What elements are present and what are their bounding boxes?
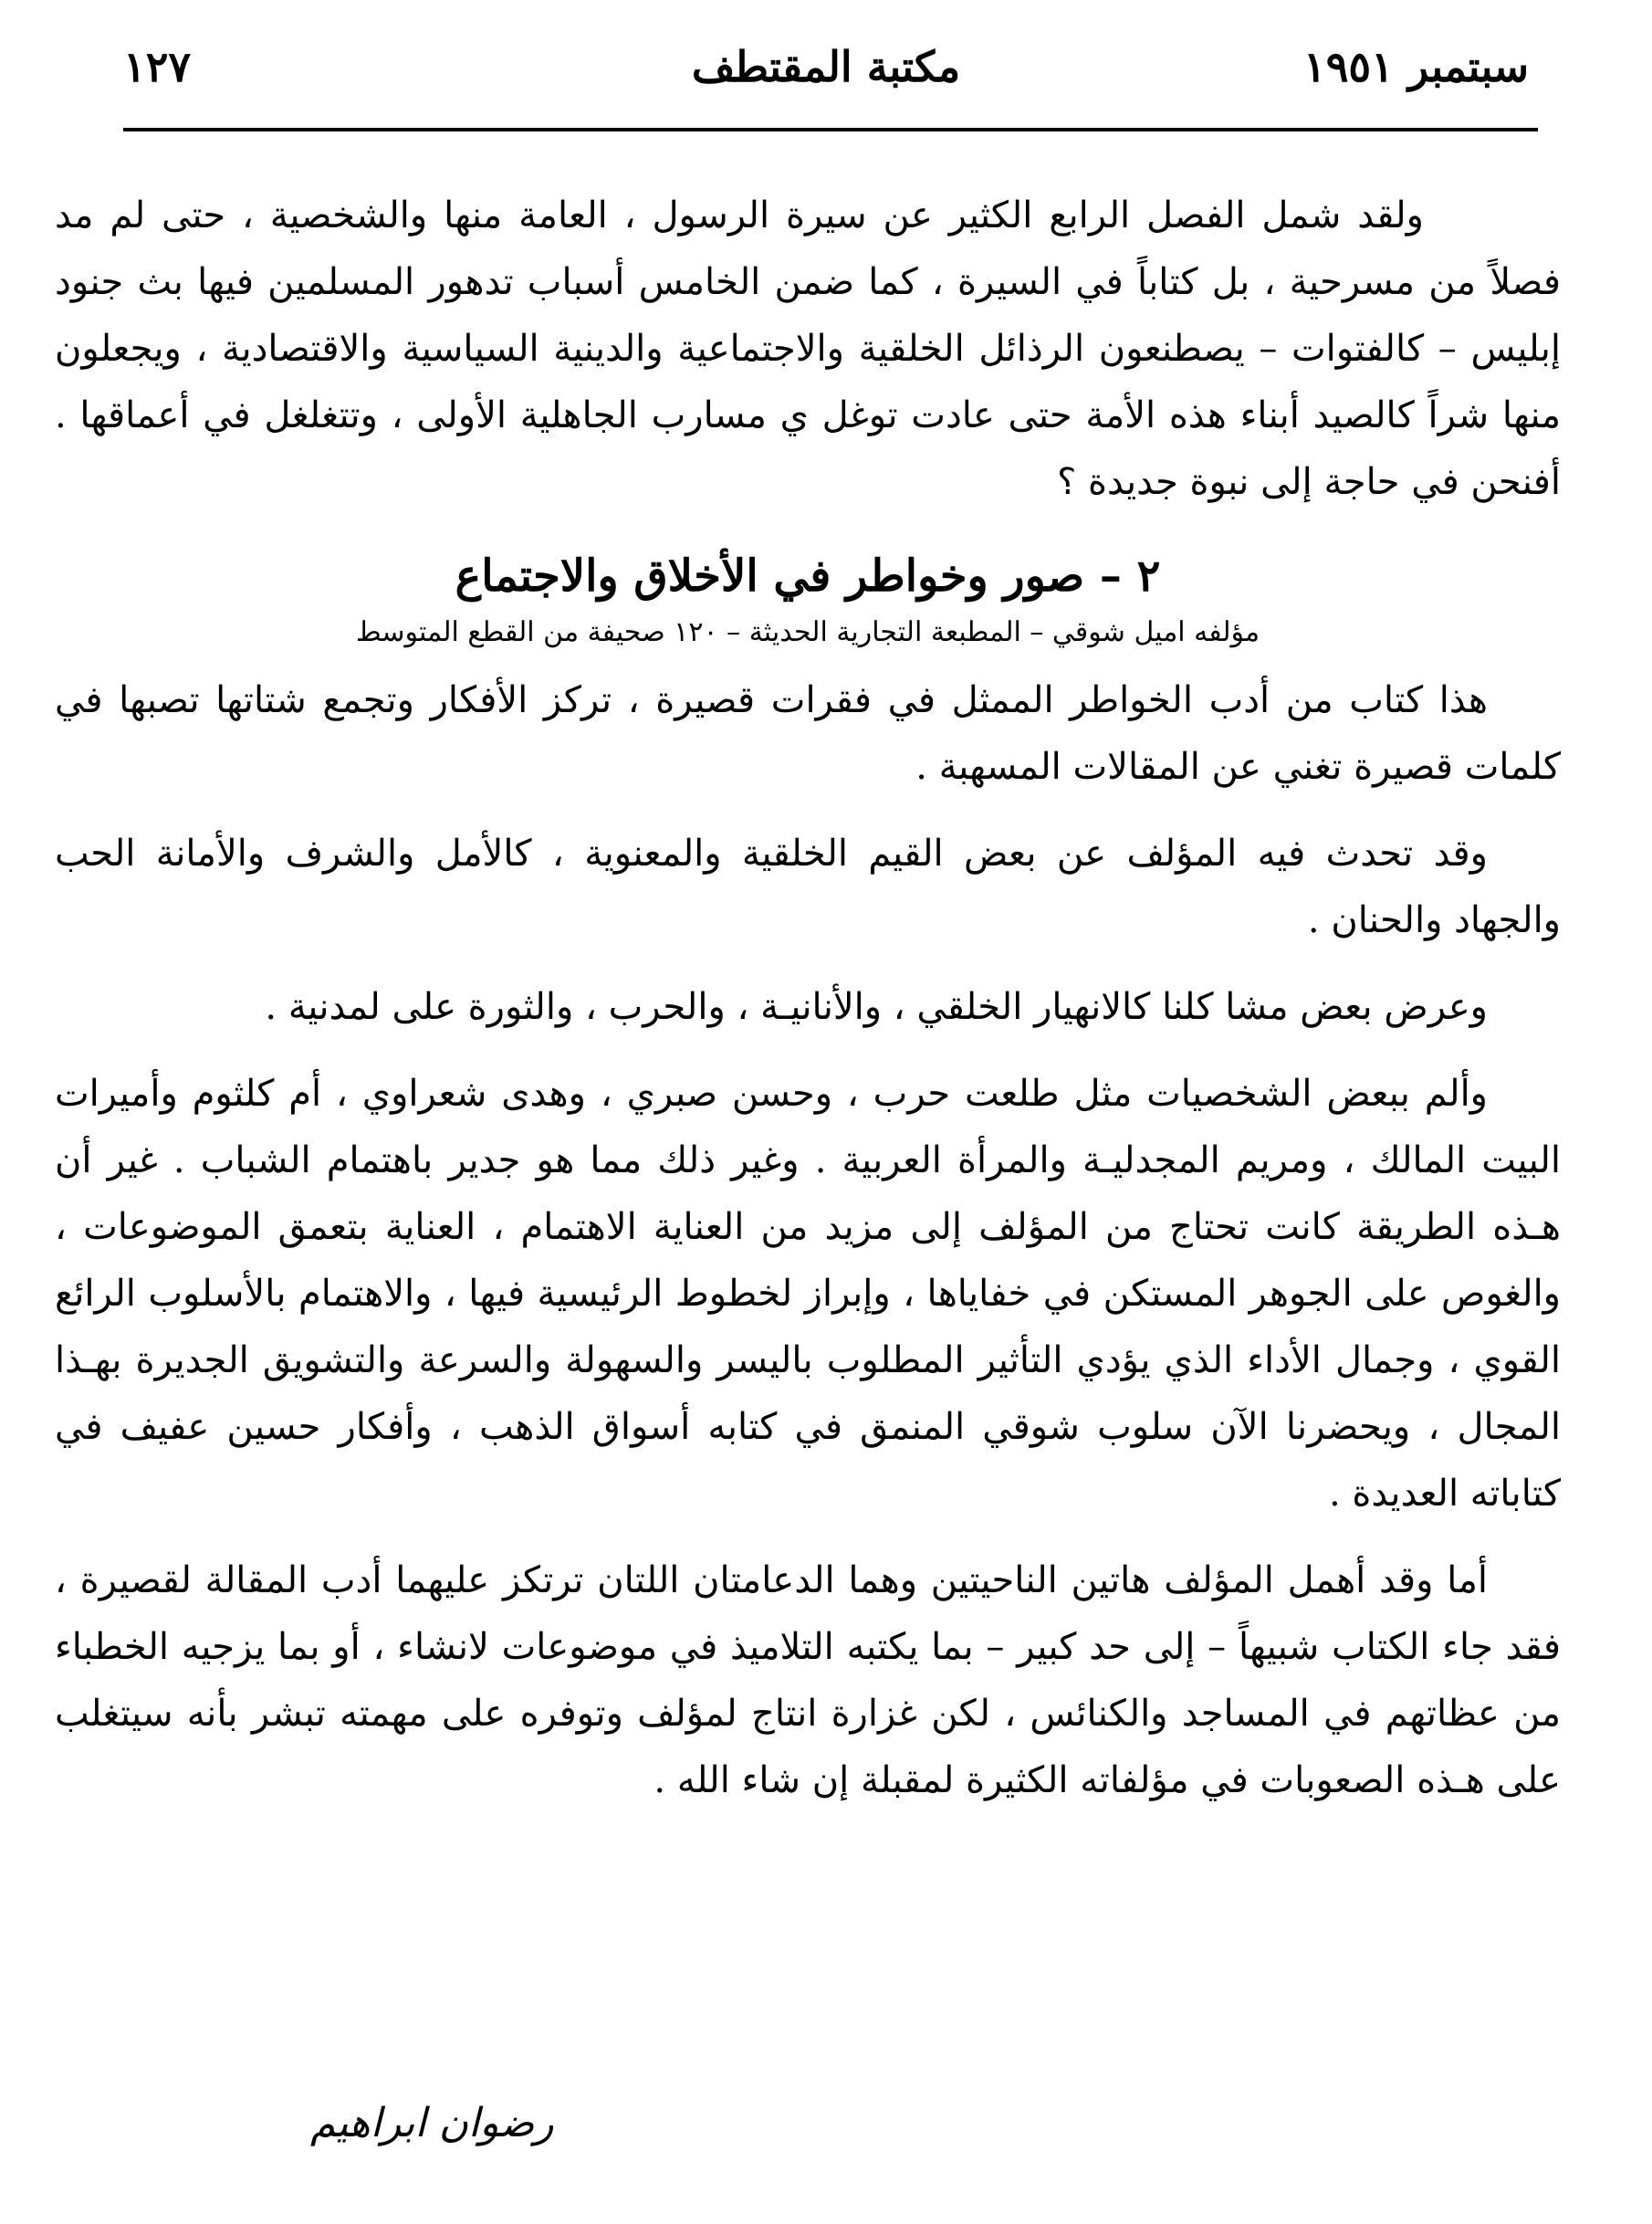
paragraph: وألم ببعض الشخصيات مثل طلعت حرب ، وحسن صبري ، وهدى شعراوي ، أم كلثوم وأميرات البيت المالك ، ومريم المجدليـة والمرأة العربية . وغير ذلك مما هو جدير باهتمام الشباب . غير أن هـذه الطريقة كانت تحتاج من المؤلف إلى مزيد من العناية الاهتمام ، العناية بتعمق الموضوعات ، والغوص على الجوهر المستكن في خفاياها ، وإبراز لخطوط الرئيسية فيها ، والاهتمام بالأسلوب الرائع القوي ، وجمال الأداء الذي يؤدي التأثير المطلوب باليسر والسهولة والسرعة والتشويق الجديرة بهـذا المجال ، ويحضرنا الآن سلوب شوقي المنمق في كتابه أسواق الذهب ، وأفكار حسين عفيف في كتاباته العديدة . (55, 1073, 1562, 1515)
header-section-title: مكتبة المقتطف (691, 42, 961, 91)
paragraph: وعرض بعض مشا كلنا كالانهيار الخلقي ، والأنانيـة ، والحرب ، والثورة على لمدنية . (265, 986, 1488, 1028)
paragraph: وقد تحدث فيه المؤلف عن بعض القيم الخلقية والمعنوية ، كالأمل والشرف والأمانة الحب والجهاد والحنان . (55, 833, 1561, 941)
paragraph: أما وقد أهمل المؤلف هاتين الناحيتين وهما الدعامتان اللتان ترتكز عليهما أدب المقالة لقصيرة ، فقد جاء الكتاب شبيهاً – إلى حد كبير – بما يكتبه التلاميذ في موضوعات لانشاء ، أو بما يزجيه الخطباء من عظاتهم في المساجد والكنائس ، لكن غزارة انتاج لمؤلف وتوفره على مهمته تبشر بأنه سيتغلب على هـذه الصعوبات في مؤلفاته الكثيرة لمقبلة إن شاء الله . (55, 1559, 1561, 1801)
author-signature: رضوان ابراهيم (310, 2100, 554, 2146)
header-page-number: ١٢٧ (123, 42, 192, 91)
section-heading: ٢ – صور وخواطر في الأخلاق والاجتماع (455, 551, 1161, 602)
header-divider (123, 128, 1538, 131)
paragraph: هذا كتاب من أدب الخواطر الممثل في فقرات قصيرة ، تركز الأفكار وتجمع شتاتها تصبها في كلمات قصيرة تغني عن المقالات المسهبة . (55, 679, 1561, 788)
page-header (123, 26, 1529, 108)
paragraph-intro: ولقد شمل الفصل الرابع الكثير عن سيرة الرسول ، العامة منها والشخصية ، حتى لم مد فصلاً من مسرحية ، بل كتاباً في السيرة ، كما ضمن الخامس أسباب تدهور المسلمين فيها بث جنود إبليس – كالفتوات – يصطنعون الرذائل الخلقية والاجتماعية والدينية السياسية والاقتصادية ، ويجعلون منها شراً كالصيد أبناء هذه الأمة حتى عادت توغل ي مسارب الجاهلية الأولى ، وتتغلغل في أعماقها . أفنحن في حاجة إلى نبوة جديدة ؟ (55, 194, 1562, 503)
header-date: سبتمبر ١٩٥١ (1302, 42, 1529, 91)
article-body (55, 183, 1561, 1814)
book-metadata: مؤلفه اميل شوقي – المطبعة التجارية الحديثة – ١٢٠ صحيفة من القطع المتوسط (355, 616, 1260, 648)
